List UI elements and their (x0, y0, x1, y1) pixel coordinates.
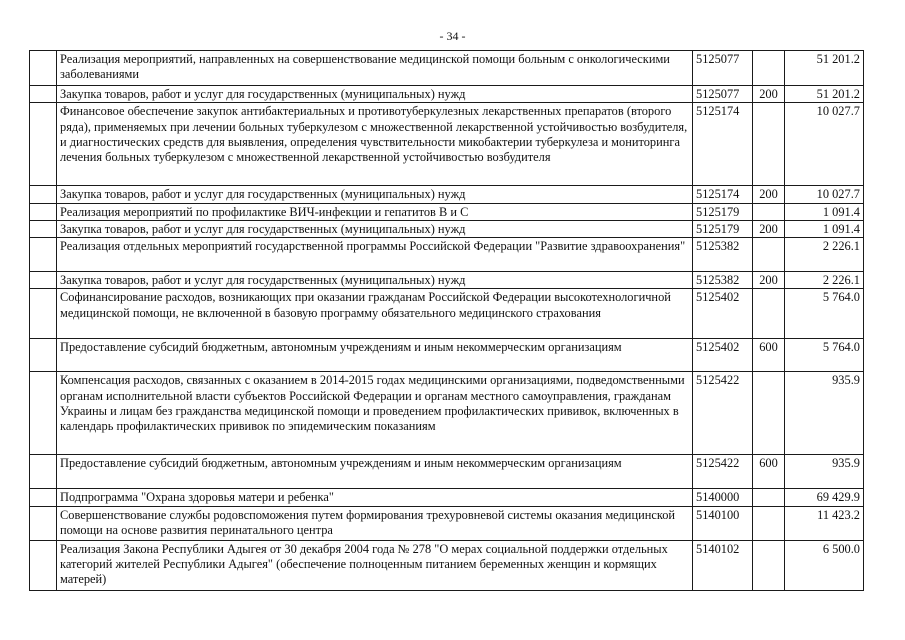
row-sum: 10 027.7 (785, 103, 864, 186)
row-expense-type: 600 (753, 455, 785, 489)
row-expense-type (753, 506, 785, 540)
table-row (30, 372, 864, 455)
row-name: Финансовое обеспечение закупок антибактериальных и противотуберкулезных лекарственных препаратов (второго ряда), применяемых при лечении больных туберкулезом с множественной лекарственной устойчивостью возбудителя, и диагностических средств для выявления, определения чувствительности микобактерии туберкулеза и мониторинга лечения больных туберкулезом с множественной лекарственной устойчивостью возбудителя (57, 103, 693, 186)
empty-cell (30, 238, 57, 272)
budget-table (29, 50, 864, 591)
table-row (30, 238, 864, 272)
row-sum: 1 091.4 (785, 203, 864, 220)
table-row (30, 339, 864, 372)
row-sum: 935.9 (785, 455, 864, 489)
table-row (30, 455, 864, 489)
row-sum: 2 226.1 (785, 272, 864, 289)
table-row (30, 203, 864, 220)
row-expense-type (753, 289, 785, 339)
row-name: Закупка товаров, работ и услуг для государственных (муниципальных) нужд (57, 86, 693, 103)
row-code: 5140000 (693, 489, 753, 506)
row-sum: 69 429.9 (785, 489, 864, 506)
table-row (30, 540, 864, 590)
row-expense-type: 200 (753, 272, 785, 289)
page-number: - 34 - (439, 29, 466, 43)
row-code: 5125382 (693, 238, 753, 272)
row-name: Реализация Закона Республики Адыгея от 30 декабря 2004 года № 278 "О мерах социальной поддержки отдельных категорий жителей Республики Адыгея" (обеспечение полноценным питанием беременных женщин и кормящих матерей) (57, 540, 693, 590)
row-expense-type (753, 103, 785, 186)
row-name: Реализация мероприятий по профилактике ВИЧ-инфекции и гепатитов В и С (57, 203, 693, 220)
row-expense-type (753, 489, 785, 506)
row-expense-type (753, 540, 785, 590)
row-code: 5125382 (693, 272, 753, 289)
row-code: 5125402 (693, 289, 753, 339)
row-code: 5125174 (693, 103, 753, 186)
row-sum: 5 764.0 (785, 289, 864, 339)
table-row (30, 289, 864, 339)
row-name: Предоставление субсидий бюджетным, автономным учреждениям и иным некоммерческим организациям (57, 455, 693, 489)
row-sum: 51 201.2 (785, 51, 864, 86)
row-expense-type (753, 372, 785, 455)
row-sum: 5 764.0 (785, 339, 864, 372)
row-code: 5125077 (693, 86, 753, 103)
row-code: 5125179 (693, 203, 753, 220)
empty-cell (30, 103, 57, 186)
row-expense-type: 200 (753, 86, 785, 103)
row-expense-type (753, 203, 785, 220)
row-code: 5125422 (693, 372, 753, 455)
row-name: Предоставление субсидий бюджетным, автономным учреждениям и иным некоммерческим организациям (57, 339, 693, 372)
table-row (30, 86, 864, 103)
empty-cell (30, 540, 57, 590)
table-row (30, 220, 864, 237)
row-name: Реализация мероприятий, направленных на совершенствование медицинской помощи больным с онкологическими заболеваниями (57, 51, 693, 86)
row-sum: 11 423.2 (785, 506, 864, 540)
table-row (30, 103, 864, 186)
row-code: 5125402 (693, 339, 753, 372)
row-name: Закупка товаров, работ и услуг для государственных (муниципальных) нужд (57, 272, 693, 289)
row-sum: 6 500.0 (785, 540, 864, 590)
row-code: 5125179 (693, 220, 753, 237)
row-name: Реализация отдельных мероприятий государственной программы Российской Федерации "Развитие здравоохранения" (57, 238, 693, 272)
empty-cell (30, 372, 57, 455)
row-name: Закупка товаров, работ и услуг для государственных (муниципальных) нужд (57, 186, 693, 203)
row-expense-type (753, 238, 785, 272)
empty-cell (30, 51, 57, 86)
empty-cell (30, 339, 57, 372)
table-row (30, 489, 864, 506)
row-name: Подпрограмма "Охрана здоровья матери и ребенка" (57, 489, 693, 506)
table-row (30, 51, 864, 86)
empty-cell (30, 186, 57, 203)
empty-cell (30, 86, 57, 103)
table-row (30, 186, 864, 203)
empty-cell (30, 506, 57, 540)
row-name: Закупка товаров, работ и услуг для государственных (муниципальных) нужд (57, 220, 693, 237)
row-expense-type: 200 (753, 220, 785, 237)
row-code: 5140100 (693, 506, 753, 540)
row-expense-type: 200 (753, 186, 785, 203)
row-name: Софинансирование расходов, возникающих при оказании гражданам Российской Федерации высокотехнологичной медицинской помощи, не включенной в базовую программу обязательного медицинского страхования (57, 289, 693, 339)
empty-cell (30, 272, 57, 289)
row-sum: 51 201.2 (785, 86, 864, 103)
empty-cell (30, 289, 57, 339)
row-expense-type (753, 51, 785, 86)
row-code: 5125422 (693, 455, 753, 489)
row-expense-type: 600 (753, 339, 785, 372)
row-sum: 10 027.7 (785, 186, 864, 203)
row-name: Компенсация расходов, связанных с оказанием в 2014-2015 годах медицинскими организациями, подведомственными органам исполнительной власти субъектов Российской Федерации и органам местного самоуправления, гражданам Украины и лицам без гражданства медицинской помощи и проведением профилактических прививок, включенных в календарь профилактических прививок по эпидемическим показаниям (57, 372, 693, 455)
row-sum: 935.9 (785, 372, 864, 455)
row-name: Совершенствование службы родовспоможения путем формирования трехуровневой системы оказания медицинской помощи на основе развития перинатального центра (57, 506, 693, 540)
empty-cell (30, 220, 57, 237)
empty-cell (30, 455, 57, 489)
empty-cell (30, 489, 57, 506)
row-code: 5125174 (693, 186, 753, 203)
table-row (30, 272, 864, 289)
row-sum: 1 091.4 (785, 220, 864, 237)
row-sum: 2 226.1 (785, 238, 864, 272)
table-row (30, 506, 864, 540)
row-code: 5140102 (693, 540, 753, 590)
empty-cell (30, 203, 57, 220)
row-code: 5125077 (693, 51, 753, 86)
